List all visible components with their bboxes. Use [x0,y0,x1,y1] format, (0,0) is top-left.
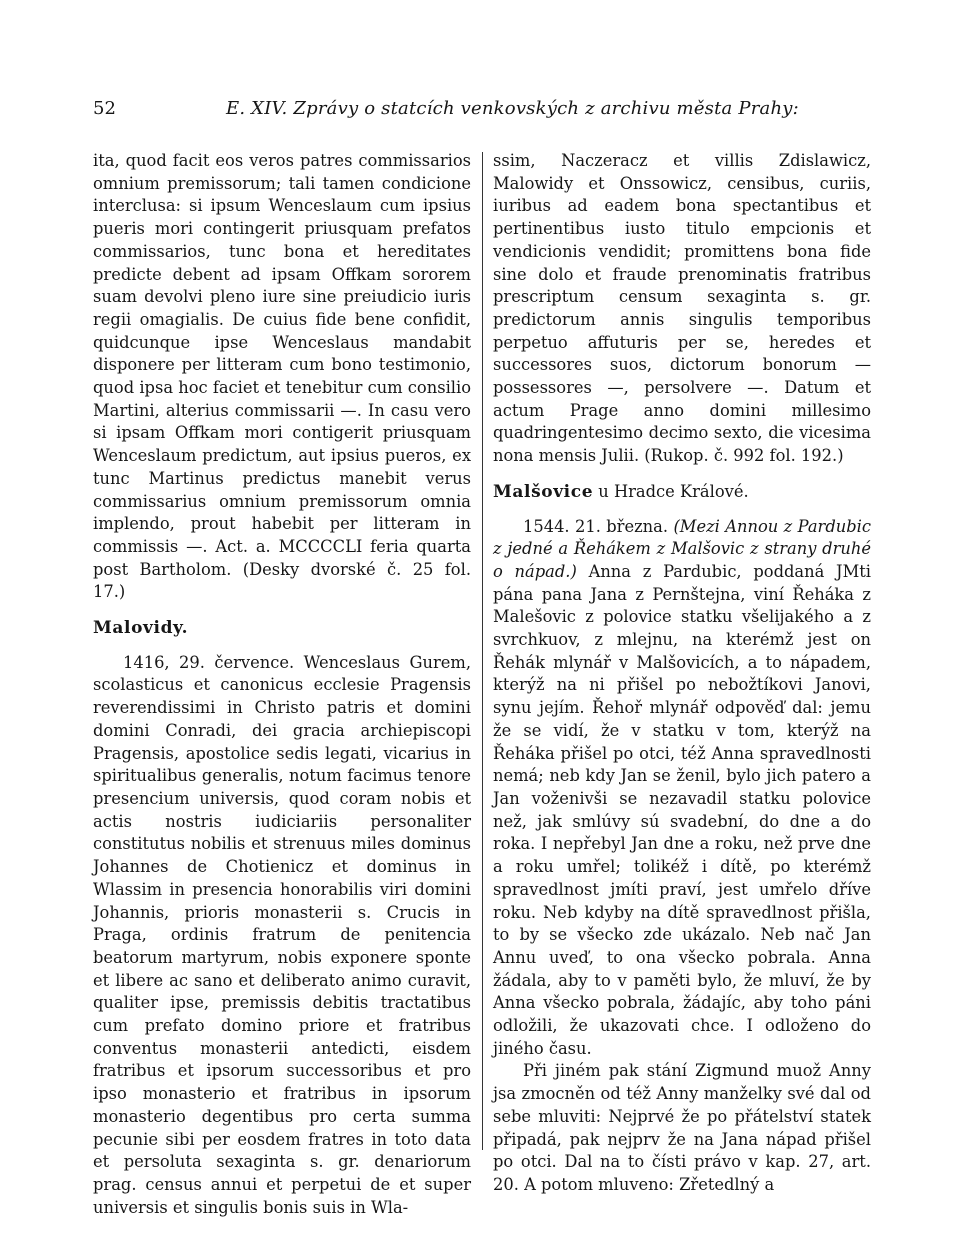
right-paragraph-3: Při jiném pak stání Zigmund muož Anny jsa zmocněn od též Anny manželky své dal od sebe mluviti: Nejprvé že po přátelství statek připadá, pak nejprv že na Jana nápad přišel po otci. Dal na to čísti právo v kap. 27, art. 20. A potom mluveno: Zřetedlný a [493,1061,871,1194]
left-paragraph-1: ita, quod facit eos veros patres commissarios omnium premissorum; tali tamen condicione interclusa: si ipsum Wenceslaum cum ipsius pueris mori contingerit priusquam prefatos commissarios, tunc bona et hereditates predicte debent ad ipsam Offkam sororem suam devolvi pleno iure sine preiudicio iuris regii omagialis. De cuius fide bene confidit, quidcunque ipse Wenceslaus mandabit disponere per litteram cum bono testimonio, quod ipsa hoc faciet et tenebitur cum consilio Martini, alterius commissarii —. In casu vero si ipsam Offkam mori contigerit priusquam Wenceslaum predictum, aut ipsius pueros, ex tunc Martinus predictus manebit verus commissarius omnium premissorum omnia implendo, prout habebit per litteram in commissis —. Act. a. MCCCCLI feria quarta post Bartholom. (Desky dvorské č. 25 fol. 17.) [93,151,471,602]
column-divider [482,152,483,1150]
entry-text: Anna z Pardubic, poddaná JMti pána pana Jana z Pernštejna, viní Řeháka z Malešovic z polovice statku všelijakého a z svrchkuov, z mlejnu, na kterémž jest on Řehák mlynář v Malšovicích, a to nápadem, kterýž na ni přišel po nebožtíkovi Janovi, synu jejím. Řehoř mlynář odpověď dal: jemu že se vidí, že v statku v tom, kterýž na Řeháka přišel po otci, též Anna spravedlnosti nemá; neb kdy Jan se ženil, bylo jich patero a Jan voženivši se nezavadil statku polovice než, jak smlúvy sú svadební, do dne a do roka. I nepřebyl Jan dne a roku, než prve dne a roku umřel; tolikéž i dítě, po kterémž spravedlnost jmíti praví, jest umřelo dříve roku. Neb kdyby na dítě spravedlnost přišla, to by se všecko zde ukázalo. Neb nač Jan Annu uveď, to ona všecko pobrala. Anna žádala, aby to v paměti bylo, že mluví, že by Anna všecko pobrala, žádajíc, aby toho páni odložili, že ukazovati chce. I odloženo do jiného času. [493,561,872,1058]
right-paragraph-1: ssim, Naczeracz et villis Zdislawicz, Malowidy et Onssowicz, censibus, curiis, iuribus ad eadem bona spectantibus et pertinentibus iusto titulo empcionis et vendicionis vendidit; promittens bona fide sine dolo et fraude prenominatis fratribus prescriptum censum sexaginta s. gr. predictorum annis singulis temporibus perpetuo affuturis per se, heredes et successores suos, dictorum bonorum — possessores —, persolvere —. Datum et actum Prage anno domini millesimo quadringentesimo decimo sexto, die vicesima nona mensis Julii. (Rukop. č. 992 fol. 192.) [493,151,871,466]
entry-summary: (Mezi Annou z Pardubic z jedné a Řehákem z Malšovic z strany druhé o nápad.) [493,516,871,581]
section-heading-malovidy: Malovidy. [93,618,189,639]
right-paragraph-2 [493,516,871,1061]
left-paragraph-2: 1416, 29. července. Wenceslaus Gurem, scolasticus et canonicus ecclesie Pragensis reverendissimi in Christo patris et domini domini Conradi, dei gracia archiepiscopi Pragensis, apostolice sedis legati, vicarius in spiritualibus generalis, notum facimus tenore presencium universis, quod coram nobis et actis nostris iudiciariis personaliter constitutus nobilis et strenuus miles dominus Johannes de Chotienicz et dominus in Wlassim in presencia honorabilis viri domini Johannis, prioris monasterii s. Crucis in Praga, ordinis fratrum de penitencia beatorum martyrum, nobis exponere sponte et libere ac sano et deliberato animo curavit, qualiter ipse, premissis debitis tractatibus cum prefato domino priore et fratribus conventus monasterii antedicti, eisdem fratribus et ipsorum successoribus et pro ipso monasterio et fratribus in ipsorum monasterio degentibus pro certa summa pecunie sibi per eosdem fratres in toto data et persoluta sexaginta s. gr. denariorum prag. census annui et perpetui de et super universis et singulis bonis suis in Wla- [93,652,471,1217]
entry-date: 1544. 21. března. [523,516,674,536]
heading-place-rest: u Hradce Králové. [593,481,749,501]
page-header [93,98,873,128]
left-column [93,150,471,1219]
page-number: 52 [93,98,116,119]
heading-place-name: Malšovice [493,481,594,502]
right-column [493,150,871,1197]
section-heading-malsovice [493,481,871,504]
running-head: E. XIV. Zprávy o statcích venkovských z archivu města Prahy: [226,98,799,119]
